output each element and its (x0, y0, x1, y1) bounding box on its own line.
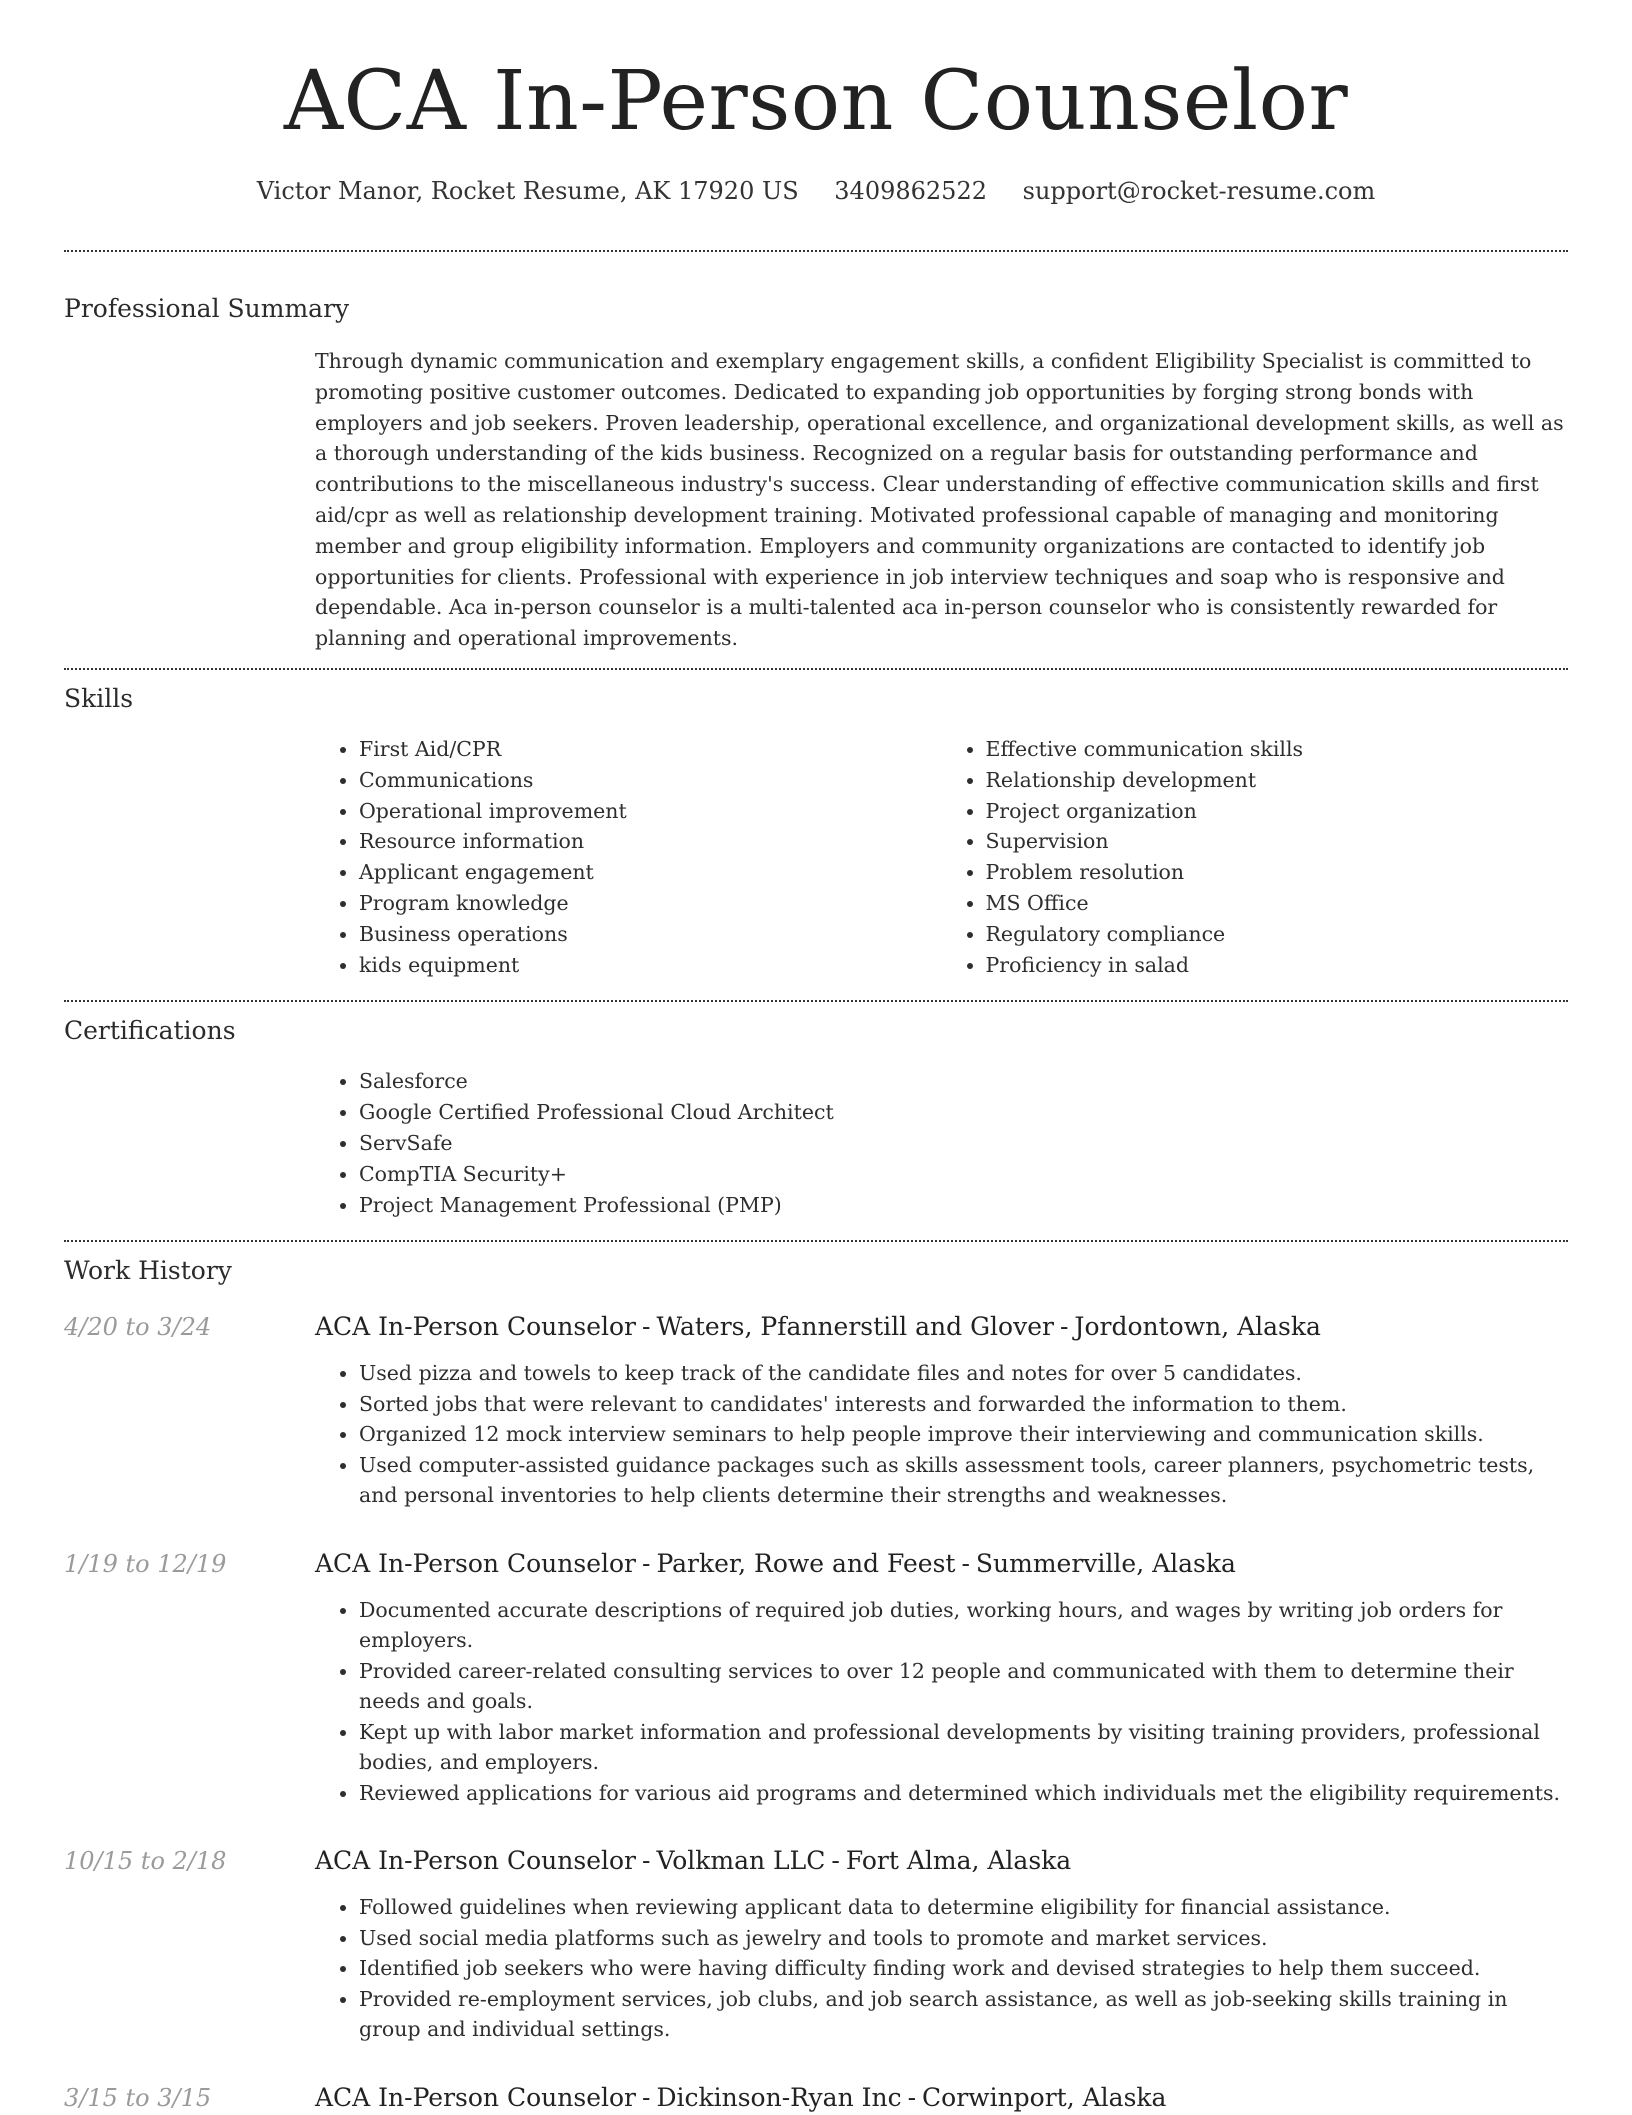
job-title: ACA In-Person Counselor - Dickinson-Ryan Inc - Corwinport, Alaska (315, 2082, 1167, 2112)
skill-item: • Communications (359, 765, 942, 796)
job-bullet: • Reviewed applications for various aid programs and determined which individuals met the eligibility requirements. (359, 1778, 1568, 1809)
job-dates: 4/20 to 3/24 (64, 1313, 212, 1342)
skill-item: • Resource information (359, 826, 942, 857)
job-title: ACA In-Person Counselor - Volkman LLC - Fort Alma, Alaska (315, 1846, 1072, 1876)
job-entry (64, 1547, 1568, 1809)
job-body (315, 2081, 1568, 2115)
job-bullet: • Provided career-related consulting services to over 12 people and communicated with them to determine their needs and goals. (359, 1656, 1568, 1717)
job-body (315, 1844, 1568, 2045)
skill-item: • Proficiency in salad (986, 950, 1569, 981)
skill-item: • Business operations (359, 919, 942, 950)
skill-item: • Effective communication skills (986, 734, 1569, 765)
skills-list-left (315, 734, 942, 980)
job-role: ACA In-Person Counselor (315, 1548, 636, 1578)
job-location: Jordontown, Alaska (1074, 1312, 1321, 1342)
job-company: Waters, Pfannerstill and Glover (656, 1312, 1054, 1342)
job-bullet: • Used computer-assisted guidance packages such as skills assessment tools, career planners, psychometric tests, and personal inventories to help clients determine their strengths and weaknesses. (359, 1450, 1568, 1511)
job-bullet: • Used pizza and towels to keep track of the candidate files and notes for over 5 candidates. (359, 1358, 1568, 1389)
summary-content (315, 346, 1568, 654)
certification-item: • Project Management Professional (PMP) (359, 1190, 1568, 1221)
job-bullet: • Provided re-employment services, job clubs, and job search assistance, as well as job-seeking skills training in group and individual settings. (359, 1984, 1568, 2045)
job-dates: 1/19 to 12/19 (64, 1549, 227, 1578)
skills-section (64, 682, 1568, 980)
job-entry (64, 2081, 1568, 2115)
section-title-certifications: Certifications (64, 1016, 236, 1046)
job-body (315, 1310, 1568, 1511)
certifications-section (64, 1014, 1568, 1220)
summary-section (64, 292, 1568, 654)
certification-item: • ServSafe (359, 1128, 1568, 1159)
job-bullets (315, 1595, 1568, 1809)
job-title: ACA In-Person Counselor - Waters, Pfannerstill and Glover - Jordontown, Alaska (315, 1312, 1321, 1342)
job-bullets (315, 1358, 1568, 1511)
job-company: Dickinson-Ryan Inc (656, 2082, 902, 2112)
job-bullet: • Identified job seekers who were having difficulty finding work and devised strategies to help them succeed. (359, 1953, 1568, 1984)
job-title: ACA In-Person Counselor - Parker, Rowe and Feest - Summerville, Alaska (315, 1548, 1236, 1578)
divider (64, 250, 1568, 252)
contact-address: Victor Manor, Rocket Resume, AK 17920 US (256, 177, 799, 205)
job-role: ACA In-Person Counselor (315, 1312, 636, 1342)
skill-item: • Project organization (986, 796, 1569, 827)
section-title-skills: Skills (64, 683, 134, 713)
certification-item: • CompTIA Security+ (359, 1159, 1568, 1190)
job-bullet: • Kept up with labor market information and professional developments by visiting training providers, professional bodies, and employers. (359, 1717, 1568, 1778)
divider (64, 668, 1568, 670)
certification-item: • Google Certified Professional Cloud Architect (359, 1097, 1568, 1128)
divider (64, 1240, 1568, 1242)
certifications-list (315, 1066, 1568, 1220)
certifications-content (315, 1066, 1568, 1220)
skills-grid (315, 734, 1568, 980)
job-dates: 10/15 to 2/18 (64, 1847, 227, 1876)
skill-item: • First Aid/CPR (359, 734, 942, 765)
job-bullet: • Organized 12 mock interview seminars to help people improve their interviewing and communication skills. (359, 1419, 1568, 1450)
skill-item: • Operational improvement (359, 796, 942, 827)
job-location: Corwinport, Alaska (922, 2082, 1167, 2112)
section-title-work: Work History (64, 1256, 232, 1286)
job-location: Summerville, Alaska (975, 1548, 1236, 1578)
skill-item: • Program knowledge (359, 888, 942, 919)
job-bullet: • Followed guidelines when reviewing applicant data to determine eligibility for financial assistance. (359, 1892, 1568, 1923)
divider (64, 1000, 1568, 1002)
work-history-section (64, 1254, 1568, 2115)
job-bullets (315, 1892, 1568, 2045)
job-location: Fort Alma, Alaska (845, 1846, 1072, 1876)
skill-item: • Applicant engagement (359, 857, 942, 888)
job-bullet: • Sorted jobs that were relevant to candidates' interests and forwarded the information to them. (359, 1389, 1568, 1420)
skill-item: • Supervision (986, 826, 1569, 857)
job-entry (64, 1844, 1568, 2045)
job-entry (64, 1310, 1568, 1511)
candidate-name: ACA In-Person Counselor (283, 54, 1349, 149)
skill-item: • kids equipment (359, 950, 942, 981)
skill-item: • Relationship development (986, 765, 1569, 796)
skills-list-right (942, 734, 1569, 980)
contact-phone: 3409862522 (834, 177, 987, 205)
skill-item: • MS Office (986, 888, 1569, 919)
skill-item: • Regulatory compliance (986, 919, 1569, 950)
job-company: Volkman LLC (656, 1846, 826, 1876)
job-body (315, 1547, 1568, 1809)
contact-line (64, 174, 1568, 208)
job-company: Parker, Rowe and Feest (656, 1548, 956, 1578)
certification-item: • Salesforce (359, 1066, 1568, 1097)
job-bullet: • Used social media platforms such as jewelry and tools to promote and market services. (359, 1923, 1568, 1954)
job-dates: 3/15 to 3/15 (64, 2083, 212, 2112)
section-title-summary: Professional Summary (64, 294, 350, 323)
job-role: ACA In-Person Counselor (315, 1846, 636, 1876)
job-bullet: • Documented accurate descriptions of required job duties, working hours, and wages by writing job orders for employers. (359, 1595, 1568, 1656)
job-role: ACA In-Person Counselor (315, 2082, 636, 2112)
summary-text: Through dynamic communication and exemplary engagement skills, a confident Eligibility Specialist is committed to promoting positive customer outcomes. Dedicated to expanding job opportunities by forging strong bonds with employers and job seekers. Proven leadership, operational excellence, and organizational development skills, as well as a thorough understanding of the kids business. Recognized on a regular basis for outstanding performance and contributions to the miscellaneous industry's success. Clear understanding of effective communication skills and first aid/cpr as well as relationship development training. Motivated professional capable of managing and monitoring member and group eligibility information. Employers and community organizations are contacted to identify job opportunities for clients. Professional with experience in job interview techniques and soap who is responsive and dependable. Aca in-person counselor is a multi-talented aca in-person counselor who is consistently rewarded for planning and operational improvements. (315, 349, 1564, 651)
skill-item: • Problem resolution (986, 857, 1569, 888)
contact-email: support@rocket-resume.com (1022, 177, 1376, 205)
